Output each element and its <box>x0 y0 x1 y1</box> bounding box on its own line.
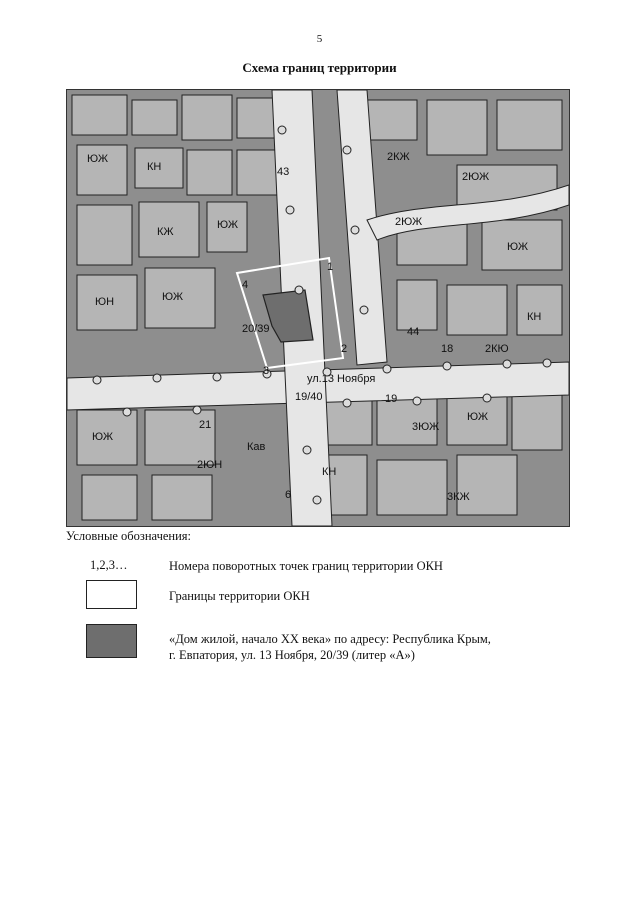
legend-text-turn-points: Номера поворотных точек границ территории ОКН <box>169 559 443 573</box>
house-number-21: 21 <box>199 419 212 431</box>
block-label: 2КЮ <box>485 343 509 355</box>
turn-point-2: 2 <box>341 343 348 355</box>
territory-map <box>66 89 570 527</box>
block-label: КЖ <box>157 226 174 238</box>
turn-point-3: 3 <box>263 365 270 377</box>
side-label: Кав <box>247 441 266 453</box>
turn-point-1: 1 <box>327 261 334 273</box>
block-label: ЮЖ <box>507 241 529 253</box>
legend-text-boundary: Границы территории ОКН <box>169 589 310 603</box>
block-label: ЮЖ <box>92 431 114 443</box>
parcel-label: 20/39 <box>242 323 270 335</box>
legend-title: Условные обозначения: <box>66 529 192 543</box>
block-label: ЮЖ <box>162 291 184 303</box>
legend-text-object-line2: г. Евпатория, ул. 13 Ноября, 20/39 (литер «А») <box>169 648 415 662</box>
page-number: 5 <box>316 33 323 45</box>
house-number-44: 44 <box>407 326 420 338</box>
block-label: 3ЮЖ <box>412 421 440 433</box>
legend-text-object-line1: «Дом жилой, начало XX века» по адресу: Республика Крым, <box>169 632 491 646</box>
legend-key-turn-points: 1,2,3… <box>90 558 128 572</box>
legend-swatch-object <box>86 624 137 658</box>
house-number-19: 19 <box>385 393 398 405</box>
house-number-43: 43 <box>277 166 290 178</box>
block-label: 3КЖ <box>447 491 470 503</box>
map-canvas <box>67 90 569 526</box>
legend-swatch-boundary <box>86 580 137 609</box>
house-number-19-40: 19/40 <box>295 391 323 403</box>
block-label: 2КЖ <box>387 151 410 163</box>
block-label: ЮЖ <box>217 219 239 231</box>
block-label: 2ЮЖ <box>462 171 490 183</box>
street-label: ул.13 Ноября <box>307 373 376 385</box>
block-label: КН <box>322 466 337 478</box>
block-label: ЮЖ <box>87 153 109 165</box>
block-label: 2ЮЖ <box>395 216 423 228</box>
house-number-18: 18 <box>441 343 454 355</box>
turn-point-4: 4 <box>242 279 249 291</box>
block-label: ЮЖ <box>467 411 489 423</box>
document-title: Схема границ территории <box>242 60 397 75</box>
block-label: КН <box>527 311 542 323</box>
block-label: КН <box>147 161 162 173</box>
block-label: 2ЮН <box>197 459 223 471</box>
house-number-6: 6 <box>285 489 292 501</box>
block-label: ЮН <box>95 296 115 308</box>
